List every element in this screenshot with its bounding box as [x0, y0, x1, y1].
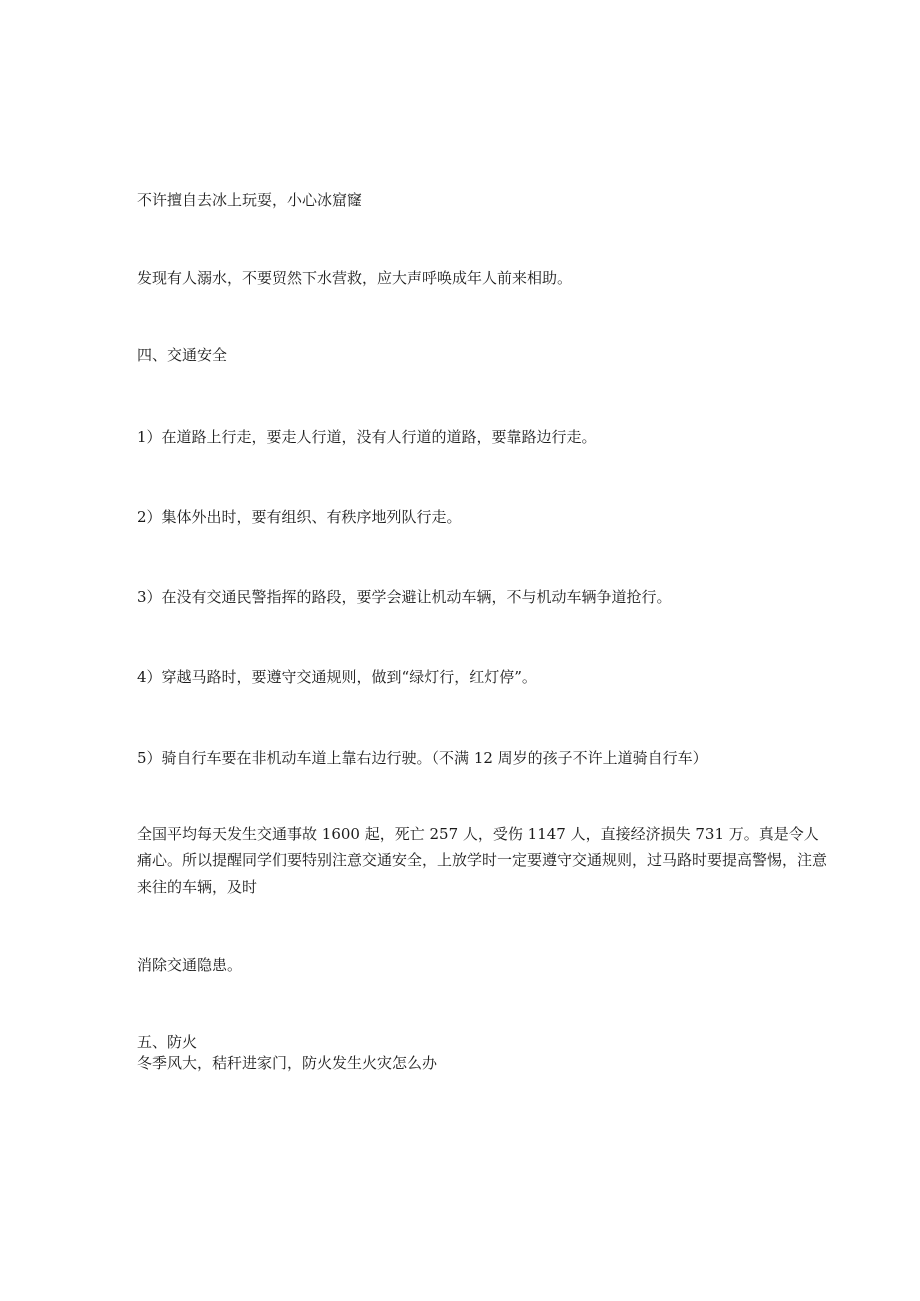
- winter-fire-text: 冬季风大，秸秆进家门，防火发生火灾怎么办: [137, 1054, 438, 1072]
- traffic-stats-line-3: 来往的车辆，及时: [137, 878, 258, 896]
- traffic-stats-line-2: 痛心。所以提醒同学们要特别注意交通安全，上放学时一定要遵守交通规则，过马路时要提高警惕，注意: [137, 851, 828, 869]
- traffic-stats-line-1: 全国平均每天发生交通事故 1600 起，死亡 257 人，受伤 1147 人，直接经济损失 731 万。真是令人: [137, 825, 819, 843]
- traffic-rule-1: 1）在道路上行走，要走人行道，没有人行道的道路，要靠路边行走。: [137, 428, 597, 446]
- traffic-rule-4: 4）穿越马路时，要遵守交通规则，做到“绿灯行，红灯停”。: [137, 668, 537, 686]
- traffic-rule-3: 3）在没有交通民警指挥的路段，要学会避让机动车辆，不与机动车辆争道抢行。: [137, 588, 672, 606]
- section-heading-traffic: 四、交通安全: [137, 346, 228, 364]
- section-heading-fire: 五、防火: [137, 1033, 198, 1051]
- eliminate-hazards-text: 消除交通隐患。: [137, 956, 243, 974]
- traffic-rule-5: 5）骑自行车要在非机动车道上靠右边行驶。（不满 12 周岁的孩子不许上道骑自行车）: [137, 749, 708, 767]
- drowning-advice-text: 发现有人溺水，不要贸然下水营救，应大声呼唤成年人前来相助。: [137, 269, 573, 287]
- traffic-rule-2: 2）集体外出时，要有组织、有秩序地列队行走。: [137, 508, 462, 526]
- ice-warning-text: 不许擅自去冰上玩耍，小心冰窟窿: [137, 191, 363, 209]
